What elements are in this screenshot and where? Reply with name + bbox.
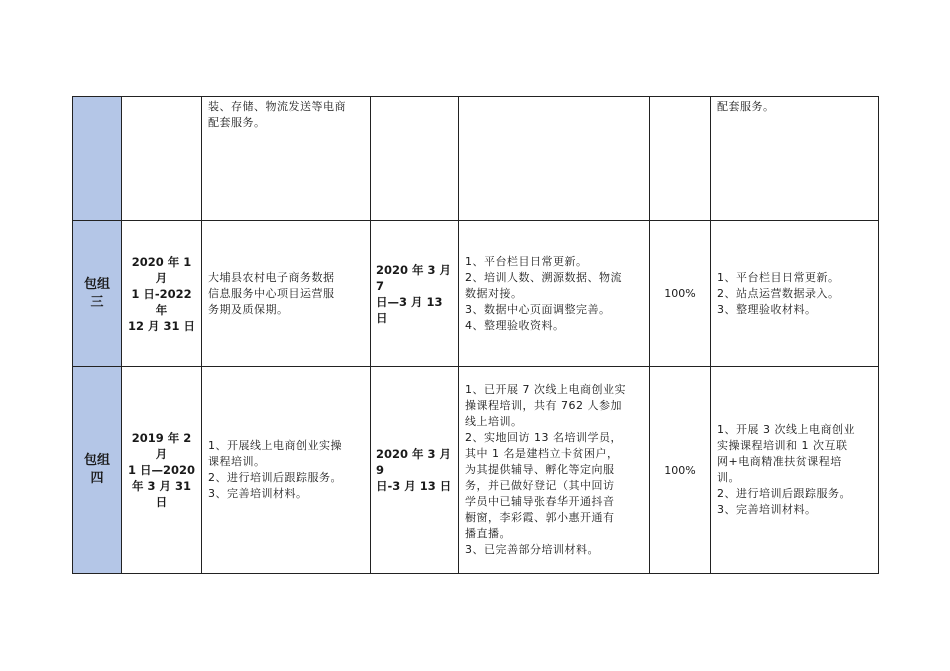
- period-cell: [122, 367, 202, 574]
- content-line: 1、开展线上电商创业实操: [208, 439, 342, 452]
- progress-time-cell: [371, 367, 459, 574]
- period-cell: [122, 221, 202, 367]
- period-line: 2019 年 2 月: [131, 431, 192, 461]
- completed-cell: [459, 367, 650, 574]
- table-row: [73, 221, 879, 367]
- completed-line: 3、数据中心页面调整完善。: [465, 302, 611, 316]
- content-line: 课程培训。: [208, 455, 266, 468]
- completed-line: 橱窗，李彩霞、郭小惠开通有: [465, 511, 615, 524]
- period-line: 1 日-2022 年: [131, 286, 192, 317]
- content-line: 2、进行培训后跟踪服务。: [208, 471, 342, 484]
- completed-line: 为其提供辅导、孵化等定向服: [465, 463, 615, 476]
- completed-line: 3、已完善部分培训材料。: [465, 543, 599, 556]
- next-line: 网+电商精准扶贫课程培: [717, 455, 842, 468]
- package-cell: [73, 97, 122, 221]
- next-line: 2、站点运营数据录入。: [717, 286, 840, 300]
- percent-cell: [650, 97, 711, 221]
- table-row: [73, 97, 879, 221]
- package-label: 包组: [83, 453, 110, 468]
- content-line: 大埔县农村电子商务数据: [208, 270, 335, 284]
- package-label: 包组: [83, 276, 110, 292]
- next-line: 1、平台栏目日常更新。: [717, 270, 840, 284]
- next-plan-cell: [711, 97, 879, 221]
- completed-line: 其中 1 名是建档立卡贫困户，: [465, 447, 619, 460]
- progress-time-cell: [371, 97, 459, 221]
- next-plan-cell: [711, 221, 879, 367]
- next-line: 实操课程培训和 1 次互联: [717, 439, 848, 452]
- progress-time-line: 日—3 月 13: [376, 294, 443, 309]
- content-cell: [202, 97, 371, 221]
- content-line: 务期及质保期。: [208, 302, 289, 316]
- completed-line: 学员中已辅导张春华开通抖音: [465, 495, 615, 508]
- progress-time-line: 日: [376, 310, 388, 325]
- period-line: 年 3 月 31: [131, 479, 192, 493]
- next-plan-cell: [711, 367, 879, 574]
- progress-time-line: 2020 年 3 月 7: [376, 262, 452, 293]
- percent-cell: 100%: [650, 367, 711, 574]
- content-line: 3、完善培训材料。: [208, 487, 308, 500]
- progress-time-line: 日-3 月 13 日: [376, 479, 452, 493]
- package-cell: [73, 367, 122, 574]
- package-label: 三: [90, 294, 104, 310]
- completed-line: 1、平台栏目日常更新。: [465, 254, 588, 268]
- completed-cell: [459, 97, 650, 221]
- table-row: [73, 367, 879, 574]
- period-line: 2020 年 1 月: [131, 254, 192, 285]
- next-line: 3、完善培训材料。: [717, 503, 817, 516]
- content-cell: [202, 367, 371, 574]
- completed-cell: [459, 221, 650, 367]
- package-label: 四: [90, 471, 104, 486]
- next-line: 训。: [717, 471, 740, 484]
- content-cell: [202, 221, 371, 367]
- progress-time-cell: [371, 221, 459, 367]
- next-line: 配套服务。: [717, 100, 775, 113]
- period-line: 12 月 31 日: [127, 318, 196, 333]
- next-line: 3、整理验收材料。: [717, 302, 817, 316]
- completed-line: 务，并已做好登记（其中回访: [465, 479, 615, 492]
- content-line: 装、存储、物流发送等电商: [208, 100, 346, 113]
- content-line: 信息服务中心项目运营服: [208, 286, 335, 300]
- completed-line: 线上培训。: [465, 415, 523, 428]
- progress-time-line: 2020 年 3 月 9: [376, 447, 452, 477]
- completed-line: 1、已开展 7 次线上电商创业实: [465, 383, 626, 396]
- next-line: 2、进行培训后跟踪服务。: [717, 487, 851, 500]
- completed-line: 2、培训人数、溯源数据、物流: [465, 270, 622, 284]
- content-line: 配套服务。: [208, 116, 266, 129]
- percent-cell: 100%: [650, 221, 711, 367]
- package-cell: [73, 221, 122, 367]
- period-line: 日: [155, 495, 168, 509]
- period-cell: [122, 97, 202, 221]
- progress-table: [72, 96, 879, 574]
- completed-line: 2、实地回访 13 名培训学员，: [465, 431, 622, 444]
- completed-line: 4、整理验收资料。: [465, 318, 565, 332]
- completed-line: 播直播。: [465, 527, 511, 540]
- completed-line: 操课程培训，共有 762 人参加: [465, 399, 622, 412]
- completed-line: 数据对接。: [465, 286, 523, 300]
- period-line: 1 日—2020: [127, 463, 195, 477]
- next-line: 1、开展 3 次线上电商创业: [717, 423, 855, 436]
